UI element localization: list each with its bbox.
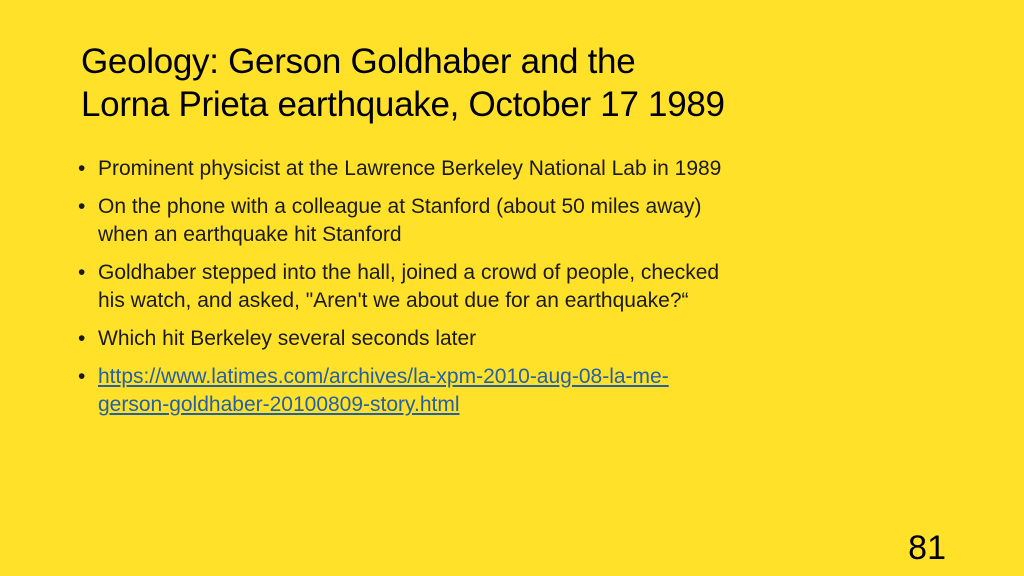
bullet-2-text-line-2: when an earthquake hit Stanford: [98, 223, 402, 246]
bullet-dot-icon: •: [78, 261, 86, 284]
bullet-dot-icon: •: [78, 157, 86, 180]
bullet-item-1: [78, 155, 938, 183]
page-number: 81: [908, 529, 946, 567]
article-link[interactable]: [98, 363, 938, 419]
article-link-line-2[interactable]: gerson-goldhaber-20100809-story.html: [98, 393, 460, 416]
bullet-item-2: [78, 193, 938, 249]
bullet-dot-icon: •: [78, 195, 86, 218]
bullet-dot-icon: •: [78, 327, 86, 350]
bullet-dot-icon: •: [78, 365, 86, 388]
title-line-1: Geology: Gerson Goldhaber and the: [81, 42, 636, 81]
bullet-1-text: Prominent physicist at the Lawrence Berkeley National Lab in 1989: [98, 157, 722, 180]
article-link-line-1[interactable]: https://www.latimes.com/archives/la-xpm-2010-aug-08-la-me-: [98, 365, 669, 388]
bullet-item-4: [78, 325, 938, 353]
bullet-3-text-line-1: Goldhaber stepped into the hall, joined a crowd of people, checked: [98, 261, 720, 284]
title-line-2: Lorna Prieta earthquake, October 17 1989: [81, 85, 725, 124]
slide-title: [81, 40, 961, 126]
bullet-2-text-line-1: On the phone with a colleague at Stanford (about 50 miles away): [98, 195, 702, 218]
bullet-list: [78, 155, 938, 429]
bullet-3-text-line-2: his watch, and asked, "Aren't we about due for an earthquake?“: [98, 289, 689, 312]
bullet-4-text: Which hit Berkeley several seconds later: [98, 327, 477, 350]
bullet-item-3: [78, 259, 938, 315]
bullet-item-5: [78, 363, 938, 419]
